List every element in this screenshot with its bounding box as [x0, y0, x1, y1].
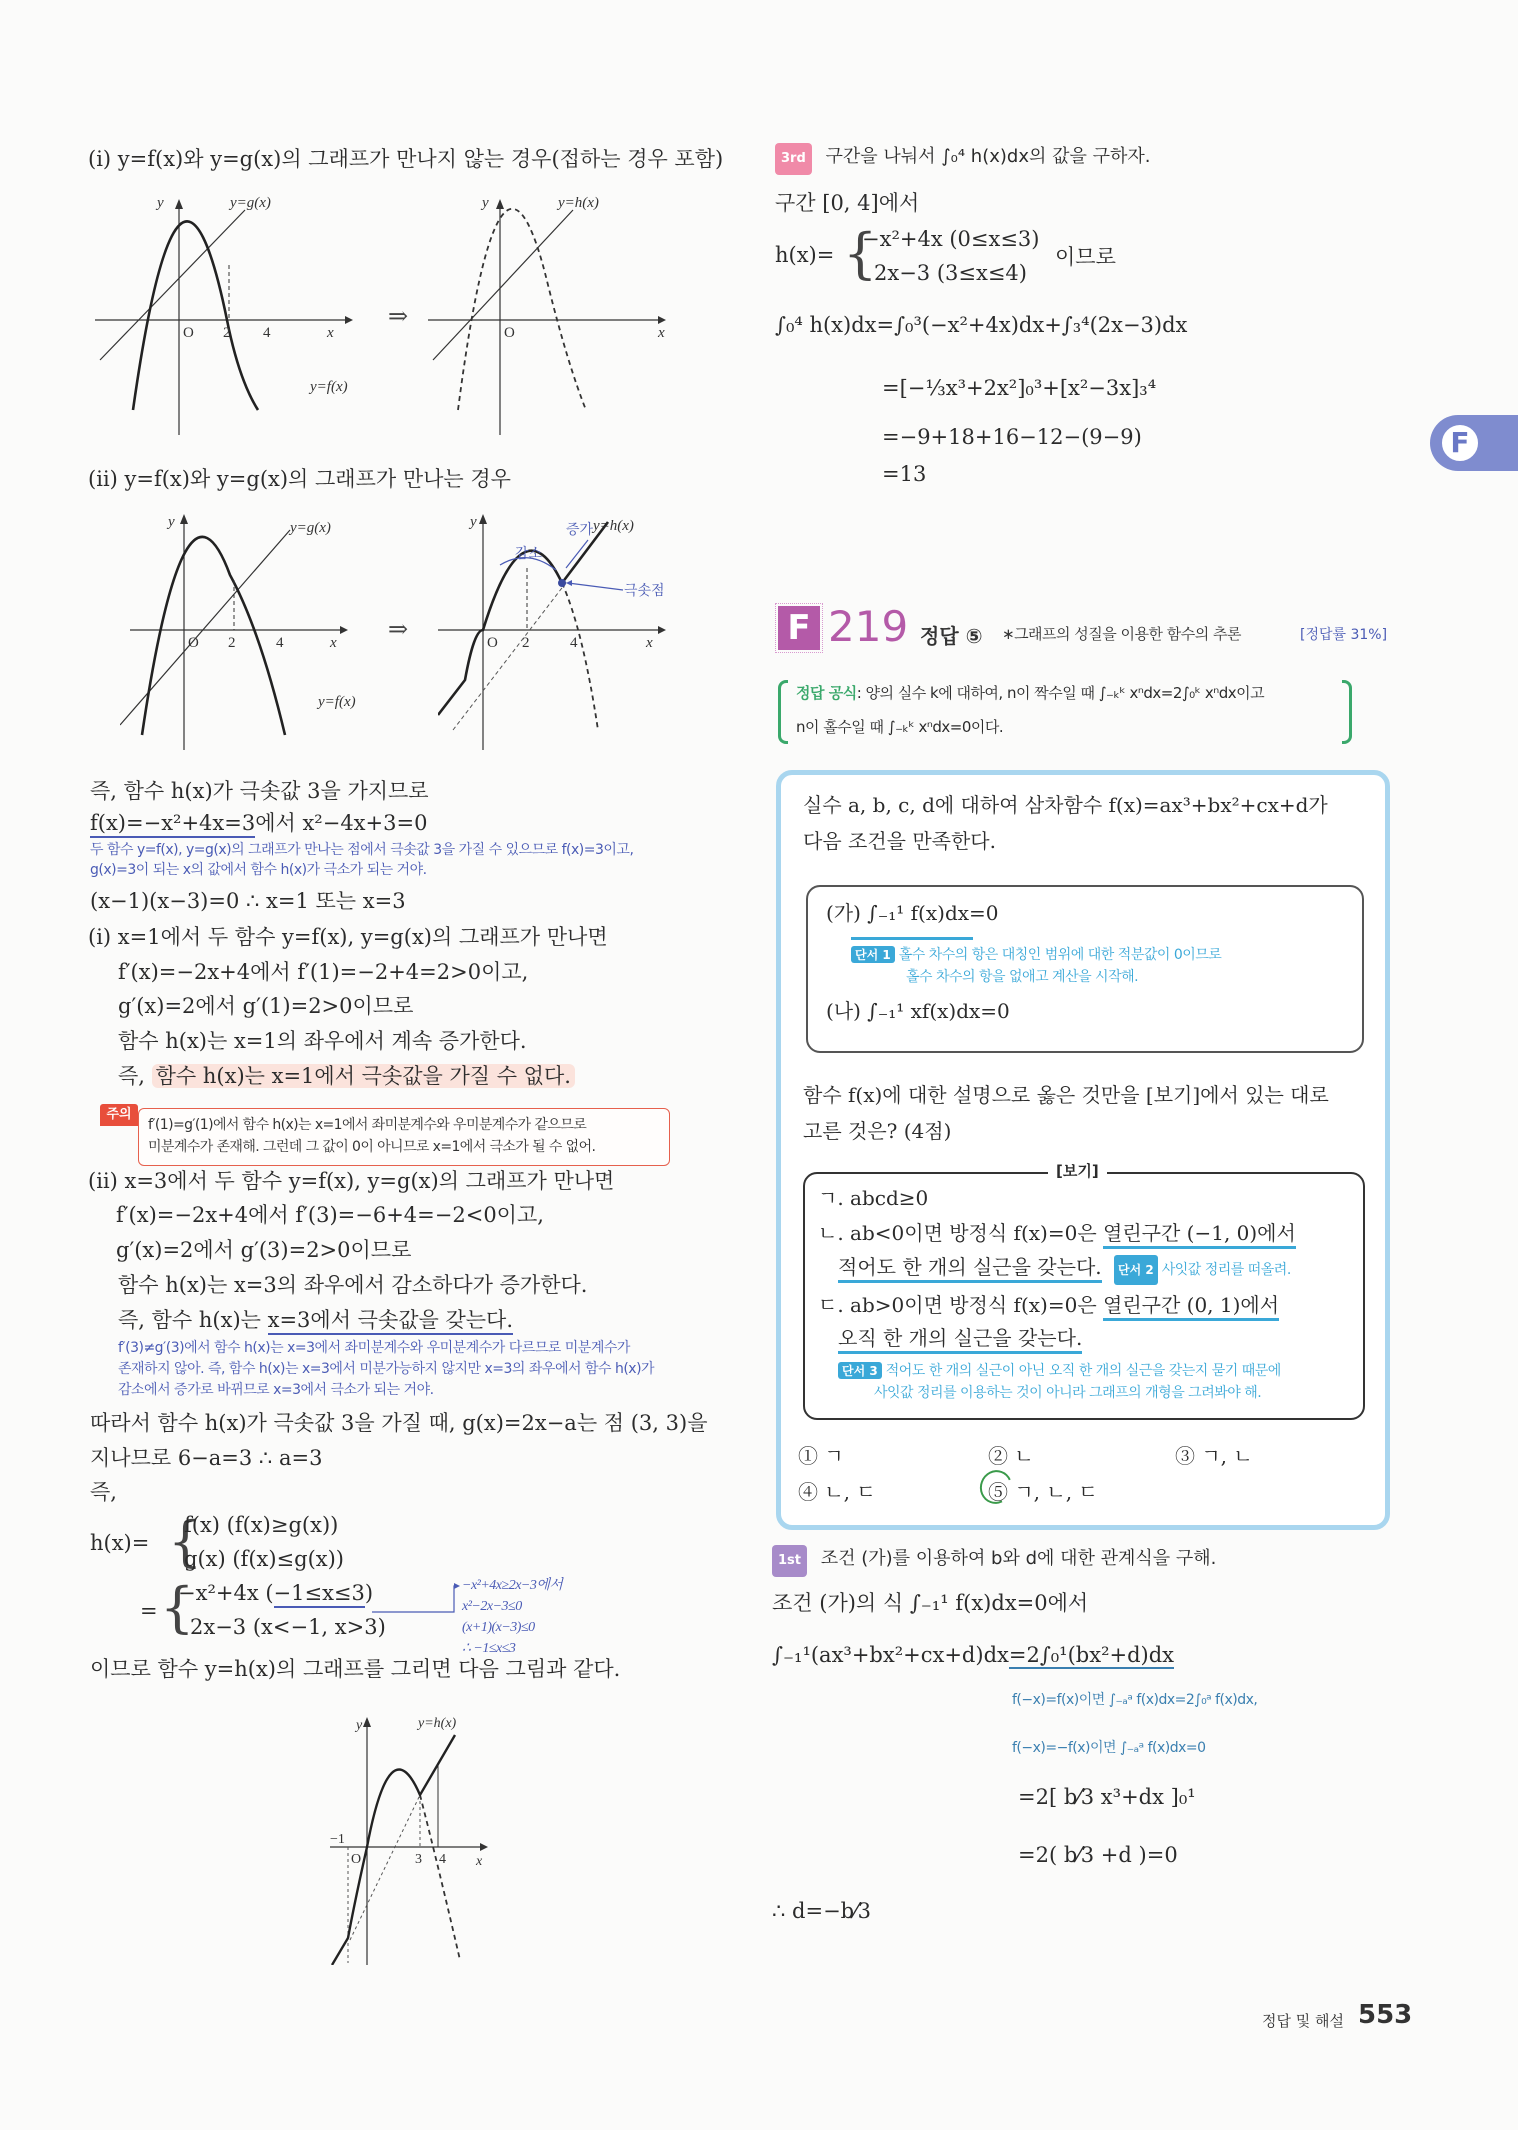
svg-text:x: x [658, 325, 665, 341]
conclusion-line1: 따라서 함수 h(x)가 극솟값 3을 가질 때, g(x)=2x−a는 점 (3, 3)을 [90, 1411, 708, 1435]
bracket-left [778, 680, 788, 744]
underlined-eq: f(x)=−x²+4x=3 [90, 811, 255, 838]
eq-rest: 에서 x²−4x+3=0 [255, 811, 428, 835]
h-def-suffix: 이므로 [1055, 245, 1116, 269]
topic: ∗그래프의 성질을 이용한 함수의 추론 [1002, 625, 1241, 643]
caution-line2: 미분계수가 존재해. 그런데 그 값이 0이 아니므로 x=1에서 극소가 될 수 없어. [148, 1139, 596, 1155]
choice-4[interactable]: ④ ㄴ, ㄷ [798, 1480, 876, 1504]
svg-text:O: O [183, 325, 194, 341]
case-ii-line3: g′(x)=2에서 g′(3)=2>0이므로 [116, 1238, 412, 1262]
case-i-line1: (ⅰ) x=1에서 두 함수 y=f(x), y=g(x)의 그래프가 만나면 [88, 925, 608, 949]
side-note-2: x²−2x−3≤0 [462, 1599, 522, 1614]
range-underlined: −1≤x≤3 [274, 1581, 365, 1608]
expr: −x²+4x ( [178, 1581, 274, 1605]
implies-arrow-2: ⇒ [388, 615, 409, 643]
caution-tag: 주의 [100, 1104, 138, 1126]
case1-heading: (ⅰ) y=f(x)와 y=g(x)의 그래프가 만나지 않는 경우(접하는 경우 포함) [88, 147, 724, 171]
highlighted-conclusion: 함수 h(x)는 x=1에서 극솟값을 가질 수 없다. [152, 1064, 575, 1088]
integral-line1: ∫₀⁴ h(x)dx=∫₀³(−x²+4x)dx+∫₃⁴(2x−3)dx [775, 313, 1188, 337]
footer-label: 정답 및 해설 [1262, 2012, 1344, 2030]
problem-line1: 실수 a, b, c, d에 대하여 삼차함수 f(x)=ax³+bx²+cx+d가 [803, 793, 1328, 817]
close-paren: ) [364, 1581, 374, 1605]
clue2-badge: 단서 2 [1114, 1255, 1158, 1285]
piecewise2-row2: 2x−3 (x<−1, x>3) [190, 1615, 386, 1639]
prefix: 즉, [118, 1064, 152, 1088]
text: ㄷ. ab>0이면 방정식 f(x)=0은 [818, 1293, 1104, 1317]
svg-text:증가: 증가 [566, 523, 594, 538]
svg-text:y=h(x): y=h(x) [418, 1716, 457, 1731]
condition-na: (나) ∫₋₁¹ xf(x)dx=0 [826, 999, 1010, 1023]
bogi-item-n-line2 [838, 1252, 1291, 1285]
note2-line2: 존재하지 않아. 즉, 함수 h(x)는 x=3에서 미분가능하지 않지만 x=3의 좌우에서 함수 h(x)가 [118, 1361, 655, 1377]
step1-title: 조건 (가)를 이용하여 b와 d에 대한 관계식을 구해. [820, 1548, 1217, 1569]
case2-heading: (ⅱ) y=f(x)와 y=g(x)의 그래프가 만나는 경우 [88, 467, 511, 491]
clue3-line1: 적어도 한 개의 실근이 아닌 오직 한 개의 실근을 갖는지 묻기 때문에 [885, 1363, 1281, 1379]
svg-text:y: y [168, 514, 175, 530]
piecewise-row1: f(x) (f(x)≥g(x)) [184, 1513, 339, 1537]
conclusion-line2: 지나므로 6−a=3 ∴ a=3 [90, 1446, 323, 1470]
page-number: 553 [1358, 2000, 1413, 2030]
step1-note1: f(−x)=f(x)이면 ∫₋ₐᵃ f(x)dx=2∫₀ᵃ f(x)dx, [1012, 1692, 1258, 1708]
problem-letter-badge: F [778, 606, 820, 650]
piecewise2-eq: = [140, 1599, 158, 1623]
graph-intro: 이므로 함수 y=h(x)의 그래프를 그리면 다음 그림과 같다. [90, 1657, 621, 1681]
side-note-connector [370, 1580, 460, 1620]
brace-1: { [168, 1510, 203, 1573]
svg-text:y=g(x): y=g(x) [230, 195, 271, 211]
choice-1[interactable]: ① ㄱ [798, 1444, 844, 1468]
underlined-conclusion: x=3에서 극솟값을 갖는다. [268, 1308, 513, 1335]
case-i-line3: g′(x)=2에서 g′(1)=2>0이므로 [118, 994, 414, 1018]
side-note-4: ∴ −1≤x≤3 [462, 1641, 516, 1656]
bogi-title: [보기] [1048, 1160, 1107, 1181]
svg-text:2: 2 [522, 635, 530, 651]
formula-label: 정답 공식 [796, 684, 857, 702]
text-line1: 즉, 함수 h(x)가 극솟값 3을 가지므로 [90, 779, 429, 803]
bracket-right [1342, 680, 1352, 744]
case-ii-line4: 함수 h(x)는 x=3의 좌우에서 감소하다가 증가한다. [118, 1273, 588, 1297]
case-ii-line1: (ⅱ) x=3에서 두 함수 y=f(x), y=g(x)의 그래프가 만나면 [88, 1169, 615, 1193]
bogi-item-d-line2 [838, 1323, 1082, 1353]
bogi-item-n-line1 [818, 1218, 1296, 1248]
step1-line1: 조건 (가)의 식 ∫₋₁¹ f(x)dx=0에서 [772, 1591, 1089, 1615]
step1-header [772, 1544, 1216, 1577]
clue3-line2: 사잇값 정리를 이용하는 것이 아니라 그래프의 개형을 그려봐야 해. [874, 1385, 1262, 1401]
svg-text:극솟점: 극솟점 [624, 584, 665, 599]
svg-text:x: x [330, 635, 337, 651]
svg-text:y=f(x): y=f(x) [318, 694, 356, 710]
choice-3[interactable]: ③ ㄱ, ㄴ [1175, 1444, 1253, 1468]
clue3 [838, 1360, 1281, 1380]
clue1-line2: 홀수 차수의 항을 없애고 계산을 시작해. [906, 969, 1139, 985]
graph-case2-left [120, 510, 380, 750]
graph-case2-right [438, 510, 698, 750]
svg-text:O: O [351, 1852, 362, 1867]
piecewise2-row1 [178, 1578, 373, 1608]
svg-text:y: y [356, 1718, 363, 1733]
case-i-line5 [118, 1061, 575, 1091]
h-def-brace: { [843, 222, 878, 285]
underlined: 적어도 한 개의 실근을 갖는다. [838, 1255, 1102, 1283]
interval-text: 구간 [0, 4]에서 [775, 191, 920, 215]
case-ii-line2: f′(x)=−2x+4에서 f′(3)=−6+4=−2<0이고, [116, 1203, 544, 1227]
formula-line2: n이 홀수일 때 ∫₋ₖᵏ xⁿdx=0이다. [796, 718, 1004, 736]
condition-ga-underline [851, 937, 973, 940]
svg-text:y: y [157, 195, 164, 211]
graph-case1-right [428, 195, 678, 435]
svg-text:y=f(x): y=f(x) [310, 379, 348, 395]
integral-line4: =13 [882, 462, 927, 486]
integral-line3: =−9+18+16−12−(9−9) [882, 425, 1142, 449]
svg-text:4: 4 [570, 635, 578, 651]
svg-text:y: y [482, 195, 489, 211]
case-i-line4: 함수 h(x)는 x=1의 좌우에서 계속 증가한다. [118, 1029, 527, 1053]
step3-title: 구간을 나눠서 ∫₀⁴ h(x)dx의 값을 구하자. [825, 146, 1151, 167]
bogi-item-d-line1 [818, 1290, 1279, 1320]
step1-line3: =2[ b⁄3 x³+dx ]₀¹ [1018, 1785, 1196, 1809]
side-note-1: −x²+4x≥2x−3에서 [462, 1578, 563, 1593]
underlined: 열린구간 (−1, 0)에서 [1103, 1221, 1296, 1249]
side-note-3: (x+1)(x−3)≤0 [462, 1620, 535, 1635]
svg-text:y=g(x): y=g(x) [290, 520, 331, 536]
integral-line2: =[−⅓x³+2x²]₀³+[x²−3x]₃⁴ [882, 376, 1157, 400]
answer-label: 정답 ⑤ [920, 624, 983, 648]
integral-rhs: =2∫₀¹(bx²+d)dx [1008, 1643, 1175, 1667]
clue1 [851, 944, 1221, 964]
graph-case1-left [95, 195, 365, 435]
text: ㄴ. ab<0이면 방정식 f(x)=0은 [818, 1221, 1104, 1245]
condition-ga: (가) ∫₋₁¹ f(x)dx=0 [826, 901, 999, 925]
piecewise-row2: g(x) (f(x)≤g(x)) [184, 1547, 345, 1571]
h-def-lhs: h(x)= [775, 243, 835, 267]
svg-text:4: 4 [439, 1852, 446, 1867]
integral-lhs: ∫₋₁¹(ax³+bx²+cx+d)dx [772, 1643, 1009, 1667]
question-line1: 함수 f(x)에 대한 설명으로 옳은 것만을 [보기]에서 있는 대로 [803, 1083, 1329, 1107]
answer-formula-box [778, 676, 1352, 748]
svg-text:O: O [188, 635, 199, 651]
step1-line2 [772, 1640, 1174, 1670]
step1-line4: =2( b⁄3 +d )=0 [1018, 1843, 1178, 1867]
svg-text:4: 4 [263, 325, 271, 341]
conclusion-line3: 즉, [90, 1480, 117, 1504]
piecewise-lhs: h(x)= [90, 1531, 150, 1555]
choice-5[interactable]: ⑤ ㄱ, ㄴ, ㄷ [988, 1480, 1098, 1504]
note1-line1: 두 함수 y=f(x), y=g(x)의 그래프가 만나는 점에서 극솟값 3을 가질 수 있으므로 f(x)=3이고, [90, 842, 634, 858]
svg-text:O: O [487, 635, 498, 651]
case-ii-line5 [118, 1305, 513, 1335]
underlined: 오직 한 개의 실근을 갖는다. [838, 1326, 1082, 1354]
h-def-row1: −x²+4x (0≤x≤3) [862, 227, 1040, 251]
clue3-badge: 단서 3 [838, 1362, 882, 1379]
svg-text:x: x [476, 1854, 483, 1869]
implies-arrow-1: ⇒ [388, 302, 409, 330]
case-i-line2: f′(x)=−2x+4에서 f′(1)=−2+4=2>0이고, [118, 960, 529, 984]
formula-line1 [796, 682, 1264, 703]
clue2-text: 사잇값 정리를 떠올려. [1161, 1262, 1291, 1278]
svg-text:y=h(x): y=h(x) [593, 518, 634, 534]
brace-2: { [160, 1576, 195, 1639]
problem-line2: 다음 조건을 만족한다. [803, 829, 996, 853]
text-line3: (x−1)(x−3)=0 ∴ x=1 또는 x=3 [90, 889, 406, 913]
note2-line3: 감소에서 증가로 바뀌므로 x=3에서 극소가 되는 거야. [118, 1382, 434, 1398]
svg-text:x: x [646, 635, 653, 651]
svg-text:감소: 감소 [515, 547, 543, 562]
clue1-badge: 단서 1 [851, 946, 895, 963]
step1-note2: f(−x)=−f(x)이면 ∫₋ₐᵃ f(x)dx=0 [1012, 1740, 1206, 1756]
h-def-row2: 2x−3 (3≤x≤4) [874, 261, 1027, 285]
question-line2: 고른 것은? (4점) [803, 1119, 952, 1143]
formula-text1: : 양의 실수 k에 대하여, n이 짝수일 때 ∫₋ₖᵏ xⁿdx=2∫₀ᵏ xⁿdx이고 [856, 684, 1265, 702]
graph-h-final [310, 1695, 510, 1965]
svg-text:2: 2 [223, 325, 231, 341]
section-tab-letter[interactable]: F [1438, 421, 1482, 465]
text-line2 [90, 808, 427, 838]
svg-text:2: 2 [228, 635, 236, 651]
underlined: 열린구간 (0, 1)에서 [1103, 1293, 1279, 1321]
step1-line5: ∴ d=−b⁄3 [772, 1899, 871, 1923]
svg-text:x: x [327, 325, 334, 341]
caution-line1: f′(1)=g′(1)에서 함수 h(x)는 x=1에서 좌미분계수와 우미분계수가 같으므로 [148, 1117, 587, 1133]
accuracy-rate: [정답률 31%] [1300, 627, 1388, 643]
choice-2[interactable]: ② ㄴ [988, 1444, 1034, 1468]
note1-line2: g(x)=3이 되는 x의 값에서 함수 h(x)가 극소가 되는 거야. [90, 862, 427, 878]
svg-text:O: O [504, 325, 515, 341]
note2-line1: f′(3)≠g′(3)에서 함수 h(x)는 x=3에서 좌미분계수와 우미분계수가 다르므로 미분계수가 [118, 1340, 630, 1356]
step1-badge: 1st [772, 1545, 807, 1577]
svg-text:y=h(x): y=h(x) [558, 195, 599, 211]
svg-text:4: 4 [276, 635, 284, 651]
svg-text:3: 3 [415, 1852, 422, 1867]
clue1-line1: 홀수 차수의 항은 대칭인 범위에 대한 적분값이 0이므로 [898, 947, 1222, 963]
svg-text:y: y [470, 514, 477, 530]
step3-badge: 3rd [775, 143, 812, 175]
step3-header [775, 142, 1150, 175]
svg-text:−1: −1 [330, 1832, 345, 1847]
problem-number: 219 [828, 602, 909, 651]
bogi-item-g: ㄱ. abcd≥0 [818, 1186, 929, 1210]
prefix: 즉, 함수 h(x)는 [118, 1308, 268, 1332]
